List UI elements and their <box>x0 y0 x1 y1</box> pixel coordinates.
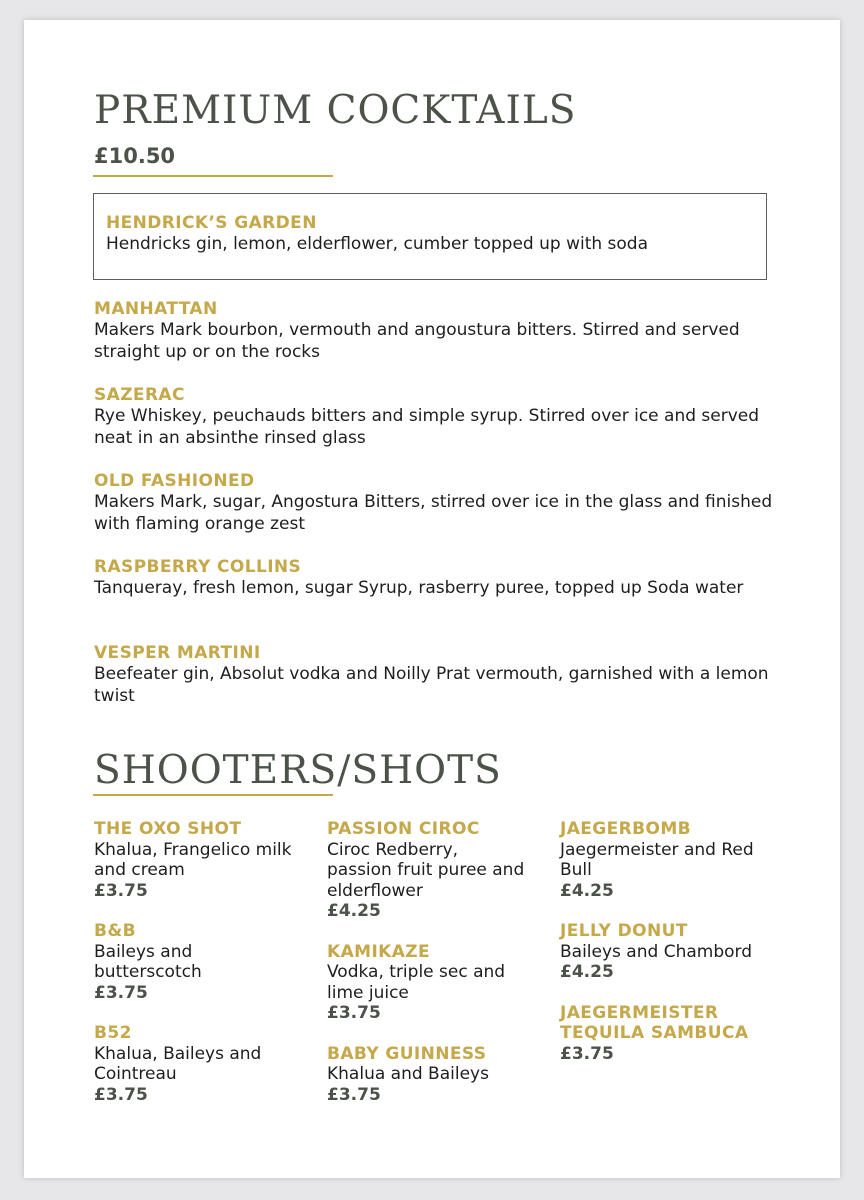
cocktail-description: Makers Mark, sugar, Angostura Bitters, stirred over ice in the glass and finished with flaming orange zest <box>94 492 773 534</box>
shot-name: THE OXO SHOT <box>94 819 242 839</box>
shot-description: Khalua and Baileys <box>327 1064 489 1084</box>
cocktail-item <box>94 299 784 385</box>
shot-description: Vodka, triple sec and lime juice <box>327 962 506 1003</box>
cocktail-item <box>94 385 784 471</box>
cocktail-description: Beefeater gin, Absolut vodka and Noilly Prat vermouth, garnished with a lemon twist <box>94 664 769 706</box>
section-price: £10.50 <box>94 144 176 168</box>
cocktail-name: VESPER MARTINI <box>94 643 261 663</box>
shot-price: £4.25 <box>327 901 381 921</box>
shots-column <box>560 819 760 1084</box>
cocktail-item <box>94 643 784 729</box>
shot-item <box>94 1023 294 1105</box>
shots-column <box>327 819 527 1125</box>
shot-name: BABY GUINNESS <box>327 1043 487 1064</box>
section-title-shooters: SHOOTERS/SHOTS <box>94 748 502 793</box>
shot-item <box>94 921 294 1003</box>
cocktail-item <box>94 557 784 643</box>
cocktail-description: Makers Mark bourbon, vermouth and angoustura bitters. Stirred and served straight up or on the rocks <box>94 320 740 362</box>
shot-item <box>327 942 527 1024</box>
cocktail-description: Rye Whiskey, peuchauds bitters and simple syrup. Stirred over ice and served neat in an absinthe rinsed glass <box>94 406 760 448</box>
cocktail-name: SAZERAC <box>94 385 185 405</box>
shot-description: Jaegermeister and Red Bull <box>560 839 754 880</box>
cocktail-item <box>94 471 784 557</box>
shots-column <box>94 819 294 1125</box>
cocktail-description: Hendricks gin, lemon, elderflower, cumber topped up with soda <box>106 234 649 254</box>
shot-price: £3.75 <box>327 1003 381 1023</box>
shot-name: JAEGERMEISTER TEQUILA SAMBUCA <box>560 1002 749 1043</box>
shot-description: Khalua, Frangelico milk and cream <box>94 839 292 880</box>
shot-price: £4.25 <box>560 880 614 901</box>
menu-page <box>24 20 840 1178</box>
cocktail-description: Tanqueray, fresh lemon, sugar Syrup, rasberry puree, topped up Soda water <box>94 578 744 598</box>
cocktail-name: RASPBERRY COLLINS <box>94 557 302 577</box>
featured-cocktail-box <box>93 193 767 280</box>
shot-description: Baileys and Chambord <box>560 941 752 962</box>
shot-item <box>327 819 527 922</box>
shot-description: Ciroc Redberry, passion fruit puree and elderflower <box>327 839 525 901</box>
cocktail-name: HENDRICK’S GARDEN <box>106 213 317 233</box>
shot-item <box>560 819 760 901</box>
shot-price: £3.75 <box>94 982 148 1003</box>
shot-name: KAMIKAZE <box>327 941 431 962</box>
shot-price: £3.75 <box>327 1084 381 1105</box>
shot-name: PASSION CIROC <box>327 819 480 839</box>
cocktail-list <box>94 299 784 729</box>
section-divider <box>93 794 333 796</box>
cocktail-name: OLD FASHIONED <box>94 471 255 491</box>
shot-name: B52 <box>94 1023 132 1043</box>
shot-item <box>560 1003 760 1065</box>
shot-item <box>327 1044 527 1106</box>
shot-description: Khalua, Baileys and Cointreau <box>94 1043 262 1084</box>
shot-price: £4.25 <box>560 962 614 982</box>
section-title-premium-cocktails: PREMIUM COCKTAILS <box>94 88 577 133</box>
shot-name: B&B <box>94 921 136 941</box>
shot-name: JELLY DONUT <box>560 921 688 941</box>
shot-price: £3.75 <box>560 1043 614 1064</box>
shot-description: Baileys and butterscotch <box>94 941 202 982</box>
shot-price: £3.75 <box>94 880 148 901</box>
shot-name: JAEGERBOMB <box>560 819 692 839</box>
shot-item <box>560 921 760 983</box>
shot-item <box>94 819 294 901</box>
shot-price: £3.75 <box>94 1084 148 1105</box>
section-divider <box>93 175 333 177</box>
cocktail-name: MANHATTAN <box>94 299 218 319</box>
